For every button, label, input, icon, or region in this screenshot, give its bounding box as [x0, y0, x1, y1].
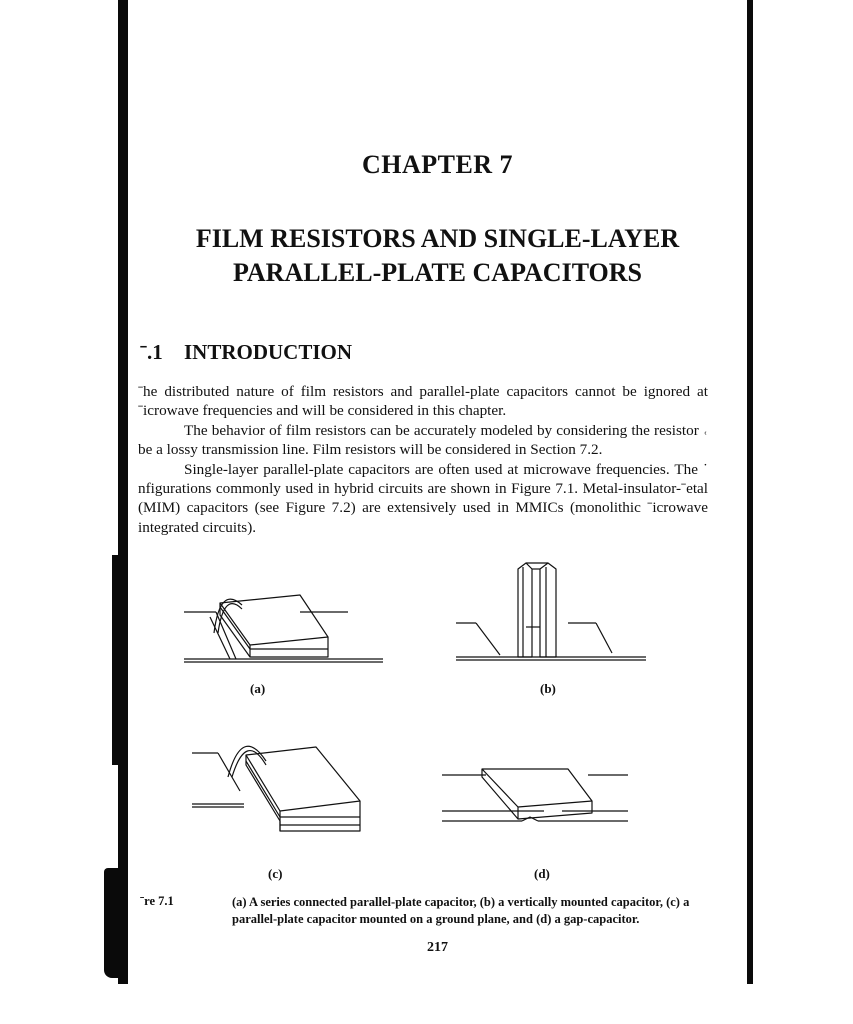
section-title: INTRODUCTION: [184, 340, 353, 364]
diagram-d-gap-capacitor: [442, 769, 628, 821]
scan-edge-blot: [104, 868, 130, 978]
figure-label: ˉre 7.1: [140, 894, 174, 908]
figure-7-1-drawing: [128, 555, 747, 885]
chapter-title: [128, 222, 747, 290]
diagram-a-series-capacitor: [184, 595, 383, 662]
paragraph-1: ˉhe distributed nature of film resistors and parallel-plate capacitors cannot be ignored at ˉicrowave frequencies and will be considered in this chapter.: [138, 383, 708, 420]
scan-edge-left: [118, 0, 128, 984]
figure-caption: (a) A series connected parallel-plate capacitor, (b) a vertically mounted capacitor, (c) a parallel-plate capacitor mounted on a ground plane, and (d) a gap-capacitor.: [232, 895, 690, 926]
paragraph-3: Single-layer parallel-plate capacitors are often used at microwave frequencies. The ˙ nfigurations commonly used in hybrid circuits are shown in Figure 7.1. Metal-insulator-ˉetal (MIM) capacitors (see Figure 7.2) are extensively used in MMICs (monolithic ˉicrowave integrated circuits).: [138, 460, 708, 536]
figure-sub-label-c: (c): [268, 866, 283, 881]
scan-edge-right: [747, 0, 753, 984]
document-page: [128, 0, 747, 984]
chapter-title-line-1: FILM RESISTORS AND SINGLE-LAYER: [195, 224, 680, 253]
body-text: [138, 382, 708, 537]
chapter-title-line-2: PARALLEL-PLATE CAPACITORS: [232, 258, 643, 287]
section-heading: [140, 340, 352, 365]
diagram-c-ground-plane-capacitor: [192, 746, 360, 831]
figure-sub-label-d: (d): [534, 866, 550, 881]
scan-edge-shadow: [112, 555, 128, 765]
section-number: ˉ.1: [140, 340, 163, 364]
page-number: 217: [427, 940, 448, 955]
figure-sub-label-a: (a): [250, 681, 266, 696]
paragraph-2: The behavior of film resistors can be accurately modeled by considering the resistor ˓ be a lossy transmission line. Film resistors will be considered in Section 7.2.: [138, 421, 708, 459]
chapter-label: CHAPTER 7: [361, 150, 514, 179]
figure-sub-label-b: (b): [540, 681, 556, 696]
diagram-b-vertical-capacitor: [456, 563, 646, 660]
